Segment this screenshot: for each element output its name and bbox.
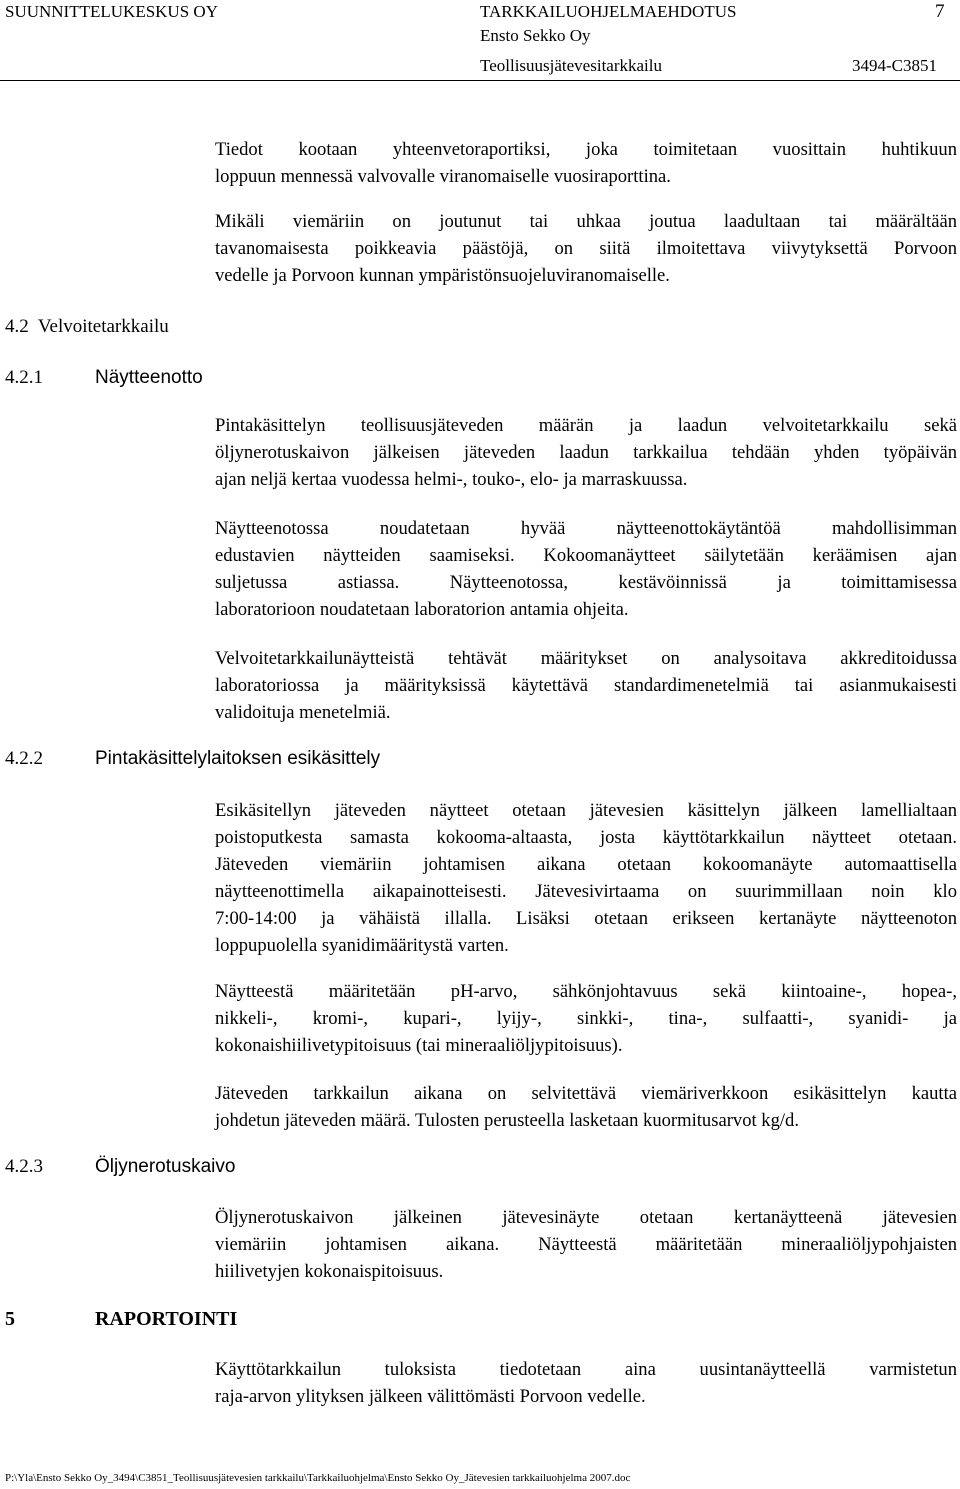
- paragraph-line: Jäteveden viemäriin johtamisen aikana otetaan kokoomanäyte automaattisella: [215, 854, 957, 875]
- heading-4-2-text: 4.2 Velvoitetarkkailu: [5, 316, 169, 337]
- paragraph-line: laboratoriossa ja määrityksissä käytettävä standardimenetelmiä tai asianmukaisesti: [215, 675, 957, 696]
- paragraph-line: Öljynerotuskaivon jälkeinen jätevesinäyte otetaan kertanäytteenä jätevesien: [215, 1207, 957, 1228]
- paragraph-line: kokonaishiilivetypitoisuus (tai mineraaliöljypitoisuus).: [215, 1035, 623, 1056]
- paragraph-reporting: [215, 136, 957, 190]
- paragraph-line: vedelle ja Porvoon kunnan ympäristönsuojeluviranomaiselle.: [215, 265, 670, 286]
- paragraph-line: tavanomaisesta poikkeavia päästöjä, on siitä ilmoitettava viivytyksettä Porvoon: [215, 238, 957, 259]
- paragraph-wastewater-amount: [215, 1080, 957, 1134]
- paragraph-line: Esikäsitellyn jäteveden näytteet otetaan jätevesien käsittelyn jälkeen lamellialtaan: [215, 800, 957, 821]
- paragraph-line: Näytteestä määritetään pH-arvo, sähkönjohtavuus sekä kiintoaine-, hopea-,: [215, 981, 957, 1002]
- heading-5: [5, 1308, 238, 1331]
- paragraph-line: validoituja menetelmiä.: [215, 702, 391, 723]
- paragraph-monitoring-schedule: [215, 412, 957, 493]
- paragraph-determinations: [215, 978, 957, 1059]
- paragraph-line: viemäriin johtamisen aikana. Näytteestä määritetään mineraaliöljypohjaisten: [215, 1234, 957, 1255]
- heading-4-2-1: [5, 367, 203, 389]
- heading-4-2-3: [5, 1156, 236, 1178]
- paragraph-accredited-lab: [215, 645, 957, 726]
- paragraph-line: suljetussa astiassa. Näytteenotossa, kestävöinnissä ja toimittamisessa: [215, 572, 957, 593]
- paragraph-line: loppupuolella syanidimääritystä varten.: [215, 935, 509, 956]
- heading-4-2: [5, 316, 169, 338]
- header-project-code: 3494-C3851: [852, 56, 937, 75]
- paragraph-line: Mikäli viemäriin on joutunut tai uhkaa joutua laadultaan tai määrältään: [215, 211, 957, 232]
- heading-4-2-1-title: Näytteenotto: [95, 367, 203, 388]
- header-subject: Teollisuusjätevesitarkkailu: [480, 56, 662, 75]
- paragraph-sampling-practice: [215, 515, 957, 623]
- paragraph-line: näytteenottimella aikapainotteisesti. Jätevesivirtaama on suurimmillaan noin klo: [215, 881, 957, 902]
- paragraph-line: hiilivetyjen kokonaispitoisuus.: [215, 1261, 444, 1282]
- paragraph-line: Velvoitetarkkailunäytteistä tehtävät määritykset on analysoitava akkreditoidussa: [215, 648, 957, 669]
- heading-4-2-3-title: Öljynerotuskaivo: [95, 1156, 236, 1177]
- paragraph-line: loppuun mennessä valvovalle viranomaiselle vuosiraporttina.: [215, 166, 671, 187]
- paragraph-oil-separator: [215, 1204, 957, 1285]
- paragraph-line: Käyttötarkkailun tuloksista tiedotetaan aina uusintanäytteellä varmistetun: [215, 1359, 957, 1380]
- header-client: Ensto Sekko Oy: [480, 26, 591, 45]
- paragraph-line: raja-arvon ylityksen jälkeen välittömästi Porvoon vedelle.: [215, 1386, 646, 1407]
- paragraph-line: Näytteenotossa noudatetaan hyvää näytteenottokäytäntöä mahdollisimman: [215, 518, 957, 539]
- heading-4-2-2-title: Pintakäsittelylaitoksen esikäsittely: [95, 748, 381, 769]
- heading-4-2-2-number: 4.2.2: [5, 748, 43, 769]
- paragraph-line: ajan neljä kertaa vuodessa helmi-, touko-, elo- ja marraskuussa.: [215, 469, 688, 490]
- paragraph-line: Jäteveden tarkkailun aikana on selvitettävä viemäriverkkoon esikäsittelyn kautta: [215, 1083, 957, 1104]
- paragraph-line: 7:00-14:00 ja vähäistä illalla. Lisäksi otetaan erikseen kertanäyte näytteenoton: [215, 908, 957, 929]
- heading-4-2-2: [5, 748, 381, 770]
- paragraph-line: poistoputkesta samasta kokooma-altaasta, josta käyttötarkkailun näytteet otetaan.: [215, 827, 957, 848]
- header-doc-type: TARKKAILUOHJELMAEHDOTUS: [480, 2, 737, 21]
- paragraph-line: öljynerotuskaivon jälkeisen jäteveden laadun tarkkailua tehdään yhden työpäivän: [215, 442, 957, 463]
- paragraph-line: edustavien näytteiden saamiseksi. Kokoomanäytteet säilytetään keräämisen ajan: [215, 545, 957, 566]
- heading-5-number: 5: [5, 1308, 15, 1330]
- heading-5-title: RAPORTOINTI: [95, 1308, 238, 1330]
- paragraph-pretreated-samples: [215, 797, 957, 959]
- paragraph-line: nikkeli-, kromi-, kupari-, lyijy-, sinkki-, tina-, sulfaatti-, syanidi- ja: [215, 1008, 957, 1029]
- paragraph-line: johdetun jäteveden määrä. Tulosten perusteella lasketaan kuormitusarvot kg/d.: [215, 1110, 800, 1131]
- page-number: 7: [935, 1, 945, 22]
- header-company: SUUNNITTELUKESKUS OY: [5, 2, 218, 21]
- footer-file-path: P:\Yla\Ensto Sekko Oy_3494\C3851_Teollisuusjätevesien tarkkailu\Tarkkailuohjelma\Ensto Sekko Oy_Jätevesien tarkkailuohjelma 2007.doc: [5, 1472, 631, 1484]
- paragraph-line: laboratorioon noudatetaan laboratorion antamia ohjeita.: [215, 599, 629, 620]
- heading-4-2-1-number: 4.2.1: [5, 367, 43, 388]
- heading-4-2-3-number: 4.2.3: [5, 1156, 43, 1177]
- paragraph-exceptional-emissions: [215, 208, 957, 289]
- paragraph-line: Tiedot kootaan yhteenvetoraportiksi, joka toimitetaan vuosittain huhtikuun: [215, 139, 957, 160]
- paragraph-reporting-results: [215, 1356, 957, 1410]
- header-divider: [0, 80, 960, 81]
- paragraph-line: Pintakäsittelyn teollisuusjäteveden määrän ja laadun velvoitetarkkailu sekä: [215, 415, 957, 436]
